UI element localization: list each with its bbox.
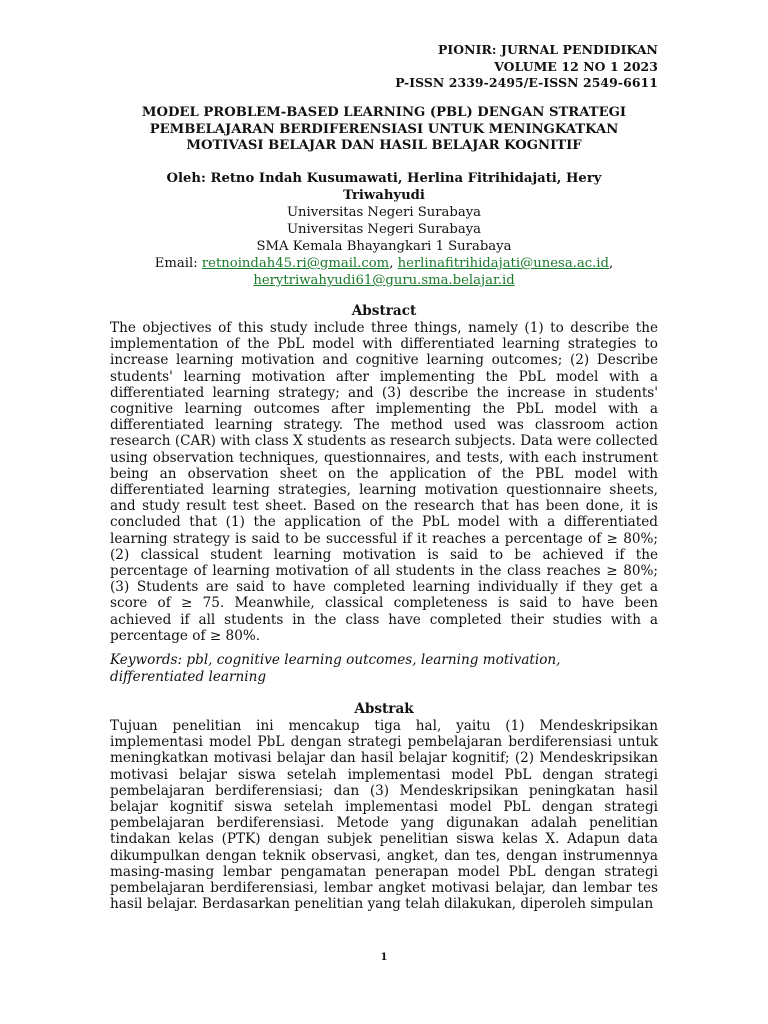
abstrak-text: Tujuan penelitian ini mencakup tiga hal, yaitu (1) Mendeskripsikan implementasi model PbL dengan strategi pembelajaran berdiferensiasi untuk meningkatkan motivasi belajar dan hasil belajar kognitif; (2) Mendeskripsikan motivasi belajar siswa setelah implementasi model PbL dengan strategi pembelajaran berdiferensiasi; dan (3) Mendeskripsikan peningkatan hasil belajar kognitif siswa setelah implementasi model PbL dengan strategi pembelajaran berdiferensiasi. Metode yang digunakan adalah penelitian tindakan kelas (PTK) dengan subjek penelitian siswa kelas X. Adapun data dikumpulkan dengan teknik observasi, angket, dan tes, dengan instrumennya masing-masing lembar pengamatan penerapan model PbL dengan strategi pembelajaran berdiferensiasi, lembar angket motivasi belajar, dan lembar tes hasil belajar. Berdasarkan penelitian yang telah dilakukan, diperoleh simpulan <box>110 718 658 913</box>
affiliation: SMA Kemala Bhayangkari 1 Surabaya <box>256 239 512 254</box>
email-separator: , <box>608 256 614 271</box>
email-block <box>110 255 658 289</box>
paper-title <box>110 105 658 155</box>
email-link-2[interactable]: herlinafitrihidajati@unesa.ac.id <box>397 256 609 271</box>
title-line: MOTIVASI BELAJAR DAN HASIL BELAJAR KOGNITIF <box>186 138 582 153</box>
affiliation: Universitas Negeri Surabaya <box>286 205 482 220</box>
journal-volume: VOLUME 12 NO 1 2023 <box>494 58 658 74</box>
title-line: MODEL PROBLEM-BASED LEARNING (PBL) DENGAN STRATEGI <box>141 105 627 120</box>
author-list <box>110 170 658 204</box>
paper-page <box>110 0 658 1024</box>
email-link-1[interactable]: retnoindah45.ri@gmail.com <box>201 256 390 271</box>
abstract-heading: Abstract <box>351 303 417 319</box>
author-line: Triwahyudi <box>343 188 425 203</box>
affiliation-list <box>110 204 658 255</box>
email-link-3[interactable]: herytriwahyudi61@guru.sma.belajar.id <box>253 273 515 288</box>
page-number: 1 <box>380 952 388 963</box>
journal-name: PIONIR: JURNAL PENDIDIKAN <box>437 42 658 57</box>
affiliation: Universitas Negeri Surabaya <box>286 222 482 237</box>
title-line: PEMBELAJARAN BERDIFERENSIASI UNTUK MENINGKATKAN <box>149 121 619 137</box>
abstrak-heading: Abstrak <box>354 701 414 717</box>
email-label: Email: <box>154 256 202 271</box>
journal-issn: P-ISSN 2339-2495/E-ISSN 2549-6611 <box>395 75 658 90</box>
keywords: Keywords: pbl, cognitive learning outcomes, learning motivation, differentiated learning <box>110 652 561 685</box>
abstract-text: The objectives of this study include three things, namely (1) to describe the implementation of the PbL model with differentiated learning strategies to increase learning motivation and cognitive learning outcomes; (2) Describe students' learning motivation after implementing the PbL model with a differentiated learning strategy; and (3) describe the increase in students' cognitive learning outcomes after implementing the PbL model with a differentiated learning strategy. The method used was classroom action research (CAR) with class X students as research subjects. Data were collected using observation techniques, questionnaires, and tests, with each instrument being an observation sheet on the application of the PBL model with differentiated learning strategies, learning motivation questionnaire sheets, and study result test sheet. Based on the research that has been done, it is concluded that (1) the application of the PbL model with a differentiated learning strategy is said to be successful if it reaches a percentage of ≥ 80%; (2) classical student learning motivation is said to be achieved if the percentage of learning motivation of all students in the class reaches ≥ 80%; (3) Students are said to have completed learning individually if they get a score of ≥ 75. Meanwhile, classical completeness is said to have been achieved if all students in the class have completed their studies with a percentage of ≥ 80%. <box>110 320 658 644</box>
journal-header <box>395 42 658 92</box>
author-line: Oleh: Retno Indah Kusumawati, Herlina Fitrihidajati, Hery <box>166 171 602 186</box>
email-separator: , <box>389 256 398 271</box>
